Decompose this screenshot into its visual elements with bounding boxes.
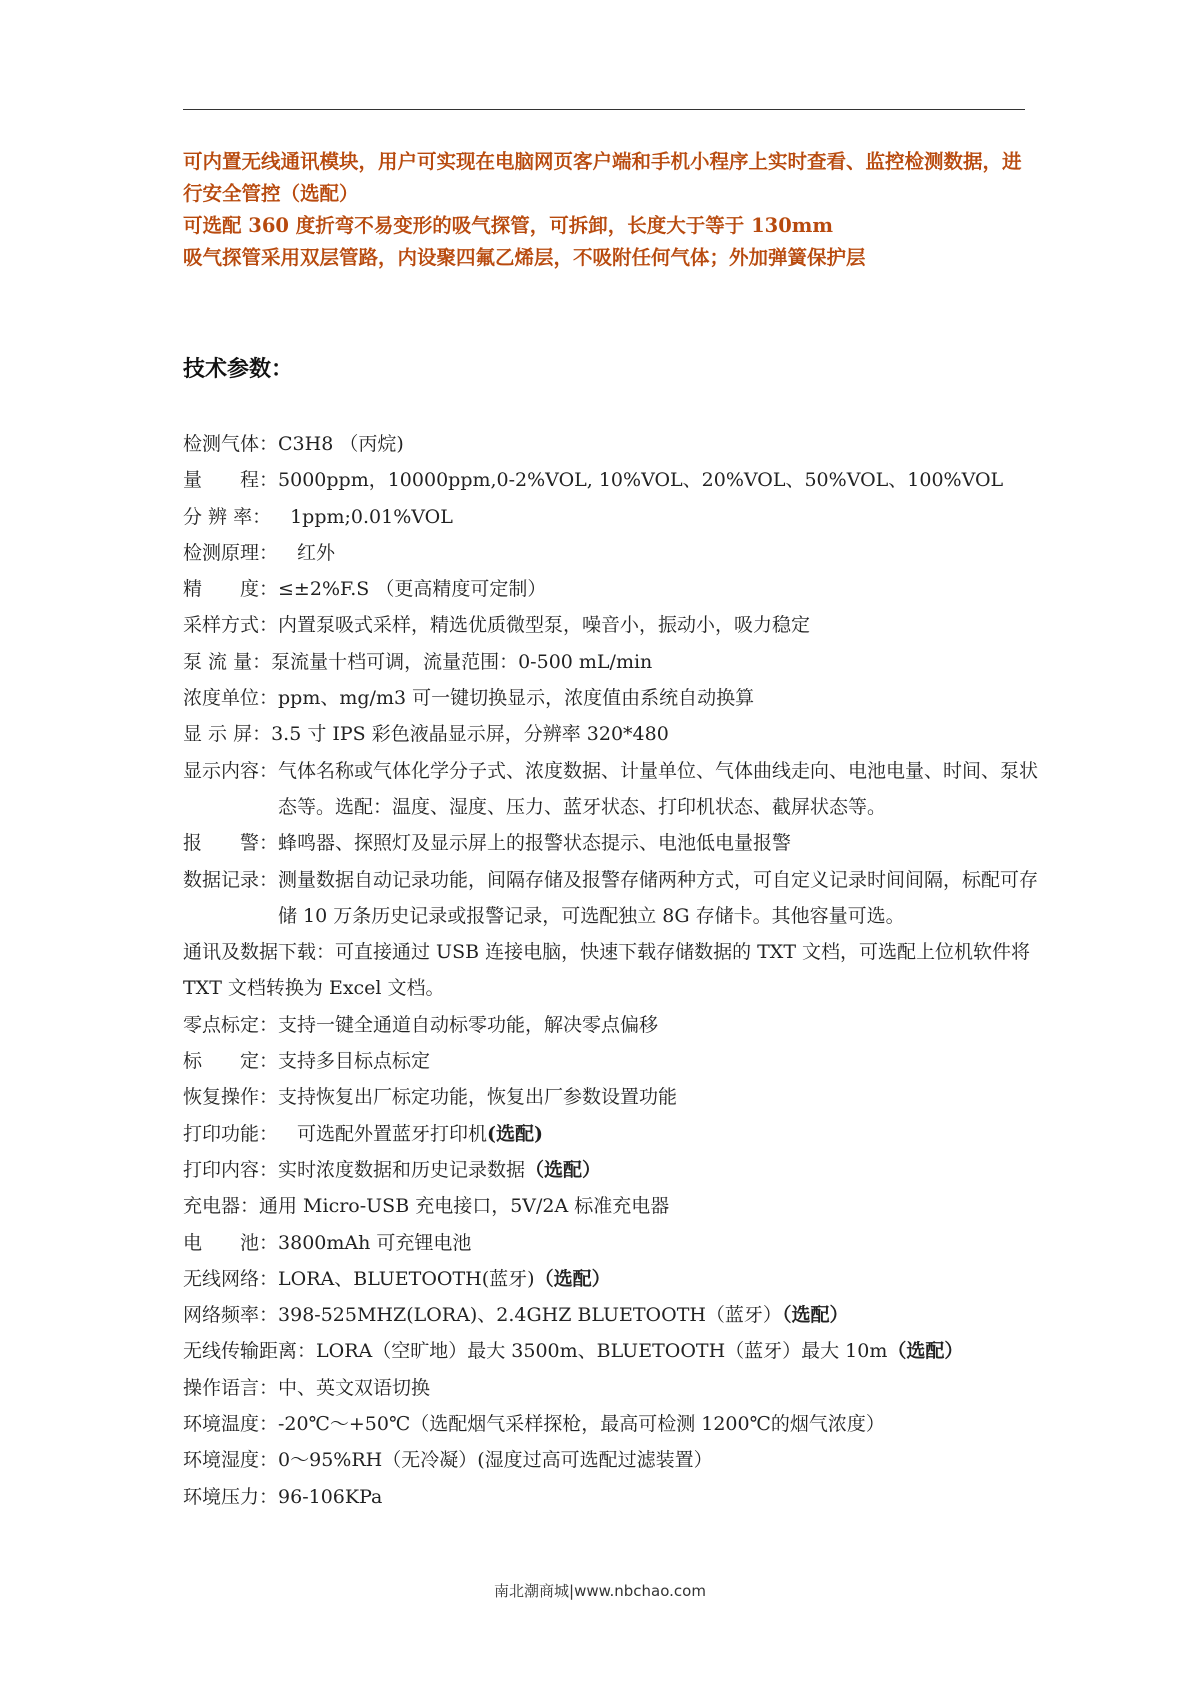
param-row [183, 1370, 1043, 1406]
param-label: 环境湿度： [183, 1449, 279, 1472]
param-value: 3800mAh 可充锂电池 [278, 1231, 472, 1254]
param-label: 零点标定： [183, 1013, 279, 1036]
param-value: -20℃～+50℃（选配烟气采样探枪，最高可检测 1200℃的烟气浓度） [278, 1413, 885, 1436]
param-label: 泵 流 量： [183, 650, 272, 673]
param-label: 无线网络： [183, 1267, 279, 1290]
param-value: 测量数据自动记录功能，间隔存储及报警存储两种方式，可自定义记录时间间隔，标配可存储 10 万条历史记录或报警记录，可选配独立 8G 存储卡。其他容量可选。 [278, 868, 1039, 927]
highlight-tube: 吸气探管采用双层管路，内设聚四氟乙烯层，不吸附任何气体；外加弹簧保护层 [183, 246, 866, 269]
param-label: 打印内容： [183, 1158, 279, 1181]
param-value: 通用 Micro-USB 充电接口，5V/2A 标准充电器 [259, 1195, 670, 1218]
param-value: ≤±2%F.S （更高精度可定制） [278, 578, 547, 601]
param-row [183, 426, 1043, 462]
param-label: 数据记录： [183, 868, 279, 891]
param-value: 实时浓度数据和历史记录数据 [278, 1158, 526, 1181]
param-value: 中、英文双语切换 [278, 1376, 431, 1399]
param-value: 0～95%RH（无冷凝）(湿度过高可选配过滤装置） [278, 1449, 713, 1472]
param-row [183, 535, 1043, 571]
param-value: 可选配外置蓝牙打印机 [278, 1122, 488, 1145]
param-row [183, 607, 1043, 643]
param-label: 量 程： [183, 469, 279, 492]
page-footer[interactable]: 南北潮商城|www.nbchao.com [494, 1582, 706, 1600]
param-value: 1ppm;0.01%VOL [271, 505, 453, 528]
param-option-suffix: （选配） [781, 1304, 849, 1327]
param-value: 可直接通过 USB 连接电脑，快速下载存储数据的 TXT 文档，可选配上位机软件将 TXT 文档转换为 Excel 文档。 [183, 941, 1031, 1000]
highlight-probe: 可选配 360 度折弯不易变形的吸气探管，可拆卸，长度大于等于 130mm [183, 214, 834, 237]
param-row [183, 716, 1043, 752]
param-label: 通讯及数据下载： [183, 941, 336, 964]
param-value: LORA、BLUETOOTH(蓝牙) [278, 1267, 535, 1290]
param-label: 环境温度： [183, 1413, 279, 1436]
param-row [183, 1297, 1043, 1333]
param-row [183, 1442, 1043, 1478]
param-row [183, 1188, 1043, 1224]
param-row [183, 1043, 1043, 1079]
param-option-suffix: （选配） [525, 1158, 602, 1181]
param-row [183, 1333, 1043, 1369]
param-label: 显 示 屏： [183, 723, 272, 746]
param-row [183, 644, 1043, 680]
param-row [183, 462, 1043, 498]
param-label: 精 度： [183, 578, 279, 601]
param-label: 网络频率： [183, 1304, 279, 1327]
param-label: 恢复操作： [183, 1086, 279, 1109]
param-row [183, 1152, 1043, 1188]
param-value: 支持多目标点标定 [278, 1050, 431, 1073]
param-row [183, 862, 1043, 935]
param-value: 5000ppm，10000ppm,0-2%VOL, 10%VOL、20%VOL、50%VOL、100%VOL [278, 469, 1004, 492]
param-value: 内置泵吸式采样，精选优质微型泵，噪音小，振动小，吸力稳定 [278, 614, 811, 637]
param-value: 泵流量十档可调，流量范围：0-500 mL/min [271, 650, 653, 673]
param-label: 检测气体： [183, 433, 279, 455]
param-label: 操作语言： [183, 1376, 279, 1399]
param-value: LORA（空旷地）最大 3500m、BLUETOOTH（蓝牙）最大 10m [316, 1340, 888, 1363]
param-label: 检测原理： [183, 541, 279, 564]
highlight-wireless: 可内置无线通讯模块，用户可实现在电脑网页客户端和手机小程序上实时查看、监控检测数据，进行安全管控（选配） [183, 150, 1022, 205]
param-row [183, 680, 1043, 716]
param-row [183, 1261, 1043, 1297]
param-value: C3H8 （丙烷) [278, 433, 404, 455]
header-rule [183, 109, 1025, 110]
param-value: 红外 [278, 541, 336, 564]
param-value: 蜂鸣器、探照灯及显示屏上的报警状态提示、电池低电量报警 [278, 832, 792, 855]
param-row [183, 571, 1043, 607]
param-value: 96-106KPa [278, 1485, 383, 1508]
param-label: 报 警： [183, 832, 279, 855]
param-value: 3.5 寸 IPS 彩色液晶显示屏，分辨率 320*480 [271, 723, 669, 746]
param-row [183, 1116, 1043, 1152]
param-label: 标 定： [183, 1050, 279, 1073]
param-label: 电 池： [183, 1231, 279, 1254]
param-label: 环境压力： [183, 1485, 279, 1508]
param-value: 支持恢复出厂标定功能，恢复出厂参数设置功能 [278, 1086, 678, 1109]
param-row [183, 825, 1043, 861]
param-option-suffix: (选配) [487, 1122, 544, 1145]
param-row [183, 1007, 1043, 1043]
param-value: 支持一键全通道自动标零功能，解决零点偏移 [278, 1013, 659, 1036]
param-label: 采样方式： [183, 614, 279, 637]
param-row [183, 1079, 1043, 1115]
param-row [183, 753, 1043, 826]
param-option-suffix: （选配） [887, 1340, 964, 1363]
param-label: 充电器： [183, 1195, 260, 1218]
param-row [183, 934, 1043, 1007]
param-label: 显示内容： [183, 759, 279, 782]
param-value: ppm、mg/m3 可一键切换显示，浓度值由系统自动换算 [278, 687, 755, 710]
param-row [183, 1406, 1043, 1442]
param-row [183, 499, 1043, 535]
param-label: 分 辨 率： [183, 505, 272, 528]
param-label: 无线传输距离： [183, 1340, 317, 1363]
param-label: 浓度单位： [183, 687, 279, 710]
param-row [183, 1479, 1043, 1515]
tech-params-list [183, 426, 1043, 1515]
section-title: 技术参数： [183, 356, 294, 382]
param-option-suffix: （选配） [534, 1267, 611, 1290]
feature-highlights [183, 146, 1033, 274]
param-value: 气体名称或气体化学分子式、浓度数据、计量单位、气体曲线走向、电池电量、时间、泵状态等。选配：温度、湿度、压力、蓝牙状态、打印机状态、截屏状态等。 [278, 759, 1039, 818]
param-label: 打印功能： [183, 1122, 279, 1145]
param-row [183, 1225, 1043, 1261]
param-value: 398-525MHZ(LORA)、2.4GHZ BLUETOOTH（蓝牙） [278, 1304, 782, 1327]
